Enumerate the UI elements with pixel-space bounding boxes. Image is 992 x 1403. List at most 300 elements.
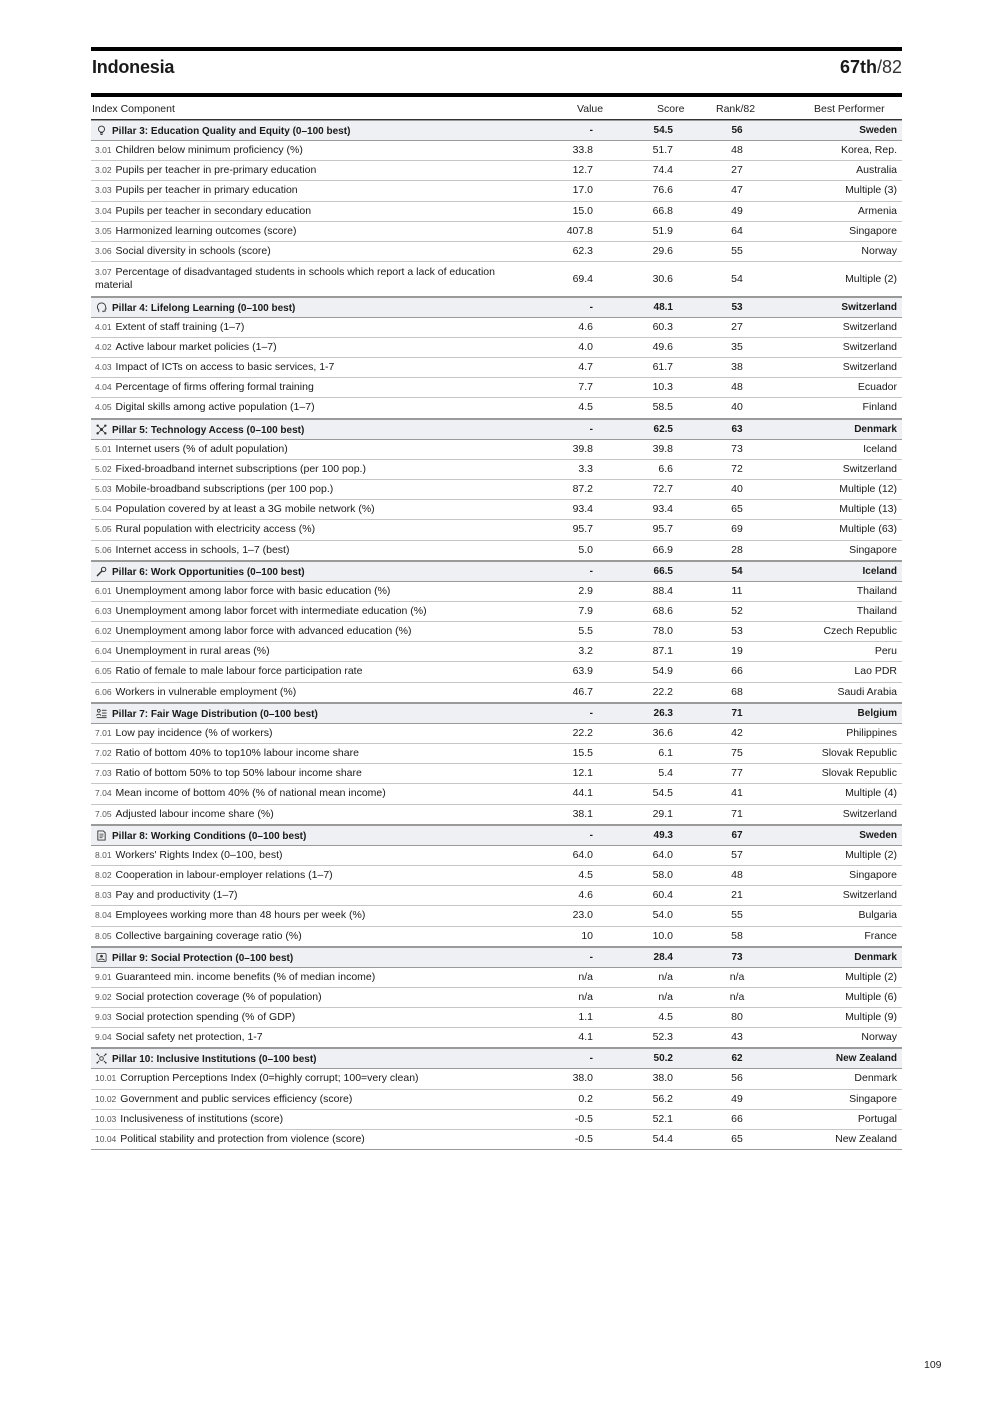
rank-cell: 21 — [731, 889, 743, 902]
score-cell: 56.2 — [652, 1092, 673, 1105]
indicator-row — [91, 784, 902, 804]
pillar-name: Pillar 6: Work Opportunities (0–100 best) — [112, 566, 305, 578]
indicator-name: Inclusiveness of institutions (score) — [120, 1112, 284, 1125]
indicator-code: 6.06 — [95, 686, 112, 697]
indicator-code: 5.06 — [95, 544, 112, 555]
score-cell: 88.4 — [652, 584, 673, 597]
indicator-code: 9.03 — [95, 1012, 112, 1023]
indicator-row — [91, 141, 902, 161]
indicator-row — [91, 906, 902, 926]
indicator-name: Mobile-broadband subscriptions (per 100 pop.) — [115, 482, 334, 495]
score-cell: 74.4 — [652, 164, 673, 177]
indicator-label — [95, 930, 495, 943]
indicator-row — [91, 460, 902, 480]
value-cell: 44.1 — [572, 787, 593, 800]
best-performer-cell: Norway — [861, 1031, 897, 1044]
indicator-label — [95, 808, 495, 821]
score-cell: 5.4 — [658, 767, 673, 780]
best-performer-cell: Thailand — [856, 584, 897, 597]
best-performer-cell: Multiple (13) — [839, 503, 897, 516]
indicator-label — [95, 483, 495, 496]
best-performer-cell: Bulgaria — [858, 909, 897, 922]
best-performer-cell: Multiple (2) — [845, 970, 897, 983]
indicator-name: Fixed-broadband internet subscriptions (per 100 pop.) — [115, 462, 366, 475]
overall-rank — [840, 57, 902, 78]
score-cell: 54.4 — [652, 1133, 673, 1145]
indicator-name: Impact of ICTs on access to basic services, 1-7 — [115, 361, 335, 373]
value-cell: 95.7 — [572, 523, 593, 536]
indicator-row — [91, 805, 902, 825]
indicator-name: Pupils per teacher in primary education — [115, 184, 298, 197]
rank-cell: 73 — [731, 442, 743, 455]
profile-header — [91, 51, 902, 91]
pillar-label — [96, 125, 496, 138]
rank-cell: 54 — [731, 273, 743, 286]
indicator-code: 5.05 — [95, 524, 112, 535]
indicator-name: Active labour market policies (1–7) — [115, 340, 277, 353]
rank-cell: 28 — [731, 543, 743, 556]
indicator-row — [91, 520, 902, 540]
rank-cell: 65 — [731, 503, 743, 516]
indicator-code: 8.02 — [95, 869, 112, 880]
rank-cell: 67 — [731, 829, 743, 841]
rank-cell: 48 — [731, 381, 743, 394]
value-cell: 7.9 — [578, 604, 593, 617]
indicator-name: Population covered by at least a 3G mobile network (%) — [115, 503, 375, 516]
value-cell: 2.9 — [578, 584, 593, 597]
score-cell: 61.7 — [652, 361, 673, 373]
value-cell: - — [589, 125, 593, 136]
score-cell: 4.5 — [658, 1011, 673, 1024]
rank-cell: n/a — [729, 970, 745, 983]
score-cell: 60.3 — [652, 320, 673, 333]
indicator-code: 7.01 — [95, 727, 112, 738]
rank-cell: 40 — [731, 482, 743, 495]
indicator-label — [95, 523, 495, 536]
wrench-icon — [96, 566, 107, 577]
value-cell: - — [589, 829, 593, 841]
indicator-code: 5.02 — [95, 463, 112, 474]
indicator-label — [95, 1031, 495, 1044]
score-cell: n/a — [658, 990, 673, 1003]
best-performer-cell: Multiple (2) — [845, 848, 897, 861]
best-performer-cell: Portugal — [857, 1112, 897, 1125]
indicator-label — [95, 544, 495, 557]
indicator-label — [95, 184, 495, 197]
indicator-label — [95, 686, 495, 699]
value-cell: 5.5 — [578, 625, 593, 638]
rank-cell: 40 — [731, 401, 743, 414]
score-cell: 29.1 — [652, 807, 673, 820]
indicator-code: 4.01 — [95, 321, 112, 332]
indicator-code: 6.01 — [95, 585, 112, 596]
indicator-label — [95, 971, 495, 984]
score-cell: 30.6 — [652, 273, 673, 286]
indicator-row — [91, 358, 902, 378]
rank-cell: 63 — [731, 423, 743, 435]
indicator-row — [91, 744, 902, 764]
indicator-code: 10.02 — [95, 1093, 117, 1104]
score-cell: 10.0 — [652, 929, 673, 942]
pillar-name: Pillar 3: Education Quality and Equity (0–100 best) — [112, 126, 351, 137]
indicator-label — [95, 401, 495, 414]
indicator-row — [91, 662, 902, 682]
score-cell: 38.0 — [652, 1072, 673, 1085]
score-cell: 36.6 — [652, 726, 673, 739]
rank-cell: 27 — [731, 164, 743, 177]
indicator-name: Unemployment in rural areas (%) — [115, 645, 270, 658]
indicator-code: 3.05 — [95, 225, 112, 236]
score-cell: 72.7 — [652, 482, 673, 495]
best-performer-cell: Multiple (3) — [845, 184, 897, 197]
indicator-label — [95, 1093, 495, 1106]
indicator-label — [95, 1011, 495, 1024]
indicator-label — [95, 245, 495, 258]
value-cell: 10 — [581, 929, 593, 942]
indicator-label — [95, 341, 495, 354]
indicator-name: Pupils per teacher in pre-primary education — [115, 164, 317, 177]
indicator-code: 7.03 — [95, 768, 112, 779]
value-cell: 15.5 — [572, 747, 593, 759]
rank-cell: 64 — [731, 224, 743, 237]
indicator-label — [95, 727, 495, 740]
indicator-name: Adjusted labour income share (%) — [115, 807, 274, 820]
indicator-name: Social protection spending (% of GDP) — [115, 1011, 296, 1024]
best-performer-cell: Lao PDR — [854, 665, 897, 678]
indicator-label — [95, 787, 495, 800]
rank-cell: 53 — [731, 625, 743, 638]
indicator-code: 4.04 — [95, 382, 112, 393]
indicator-row — [91, 886, 902, 906]
rank-cell: 27 — [731, 320, 743, 333]
indicator-row — [91, 988, 902, 1008]
rank-cell: 43 — [731, 1031, 743, 1044]
indicator-code: 4.05 — [95, 402, 112, 413]
indicator-code: 6.03 — [95, 605, 112, 616]
indicator-code: 9.04 — [95, 1032, 112, 1043]
best-performer-cell: Slovak Republic — [821, 747, 897, 759]
rank-cell: 48 — [731, 144, 743, 156]
indicator-code: 7.02 — [95, 748, 112, 758]
rank-cell: 49 — [731, 204, 743, 217]
rank-cell: 11 — [731, 584, 743, 597]
value-cell: -0.5 — [574, 1133, 593, 1145]
indicator-name: Unemployment among labor forcet with intermediate education (%) — [115, 604, 427, 617]
best-performer-cell: Czech Republic — [823, 625, 897, 638]
best-performer-cell: Denmark — [854, 423, 897, 435]
pillar-name: Pillar 9: Social Protection (0–100 best) — [112, 952, 294, 964]
indicator-name: Political stability and protection from violence (score) — [120, 1133, 365, 1145]
best-performer-cell: Multiple (2) — [845, 273, 897, 286]
best-performer-cell: Armenia — [857, 204, 897, 217]
indicator-label — [95, 321, 495, 334]
score-cell: 39.8 — [652, 442, 673, 455]
score-cell: 64.0 — [652, 848, 673, 861]
score-cell: 29.6 — [652, 244, 673, 257]
score-cell: 54.9 — [652, 665, 673, 678]
rank-cell: 57 — [731, 848, 743, 861]
score-cell: 54.5 — [652, 787, 673, 800]
value-cell: 4.1 — [578, 1031, 593, 1044]
rank-cell: 55 — [731, 244, 743, 257]
value-cell: 87.2 — [572, 482, 593, 495]
indicator-label — [95, 443, 495, 456]
rank-cell: 62 — [731, 1053, 743, 1065]
indicator-label — [95, 605, 495, 618]
institution-icon — [96, 1053, 107, 1064]
pillar-label — [96, 830, 496, 843]
score-cell: 58.5 — [652, 401, 673, 414]
best-performer-cell: Singapore — [849, 868, 897, 881]
score-cell: 6.6 — [658, 462, 673, 475]
pillar-label — [96, 566, 496, 579]
pillar-row — [91, 419, 902, 440]
rank-cell: 49 — [731, 1092, 743, 1105]
value-cell: 4.6 — [578, 320, 593, 333]
pillar-row — [91, 297, 902, 318]
score-cell: 87.1 — [652, 645, 673, 658]
best-performer-cell: Sweden — [859, 829, 897, 841]
network-icon — [96, 424, 107, 435]
best-performer-cell: Switzerland — [842, 889, 897, 902]
indicator-name: Internet access in schools, 1–7 (best) — [115, 543, 290, 556]
indicator-name: Social safety net protection, 1-7 — [115, 1031, 263, 1044]
indicator-row — [91, 968, 902, 988]
rank-cell: 47 — [731, 184, 743, 197]
page-number: 109 — [924, 1359, 942, 1371]
indicator-row — [91, 440, 902, 460]
value-cell: 39.8 — [572, 442, 593, 455]
indicator-code: 5.03 — [95, 483, 112, 494]
score-cell: 68.6 — [652, 604, 673, 617]
best-performer-cell: Iceland — [862, 565, 897, 577]
indicator-row — [91, 1028, 902, 1048]
indicator-row — [91, 764, 902, 784]
head-icon — [96, 302, 107, 313]
best-performer-cell: Korea, Rep. — [840, 144, 897, 156]
rank-cell: 77 — [731, 767, 743, 780]
indicator-code: 6.05 — [95, 666, 112, 677]
score-cell: 78.0 — [652, 625, 673, 638]
indicator-label — [95, 645, 495, 658]
pillar-row — [91, 561, 902, 582]
pillar-row — [91, 947, 902, 968]
value-cell: 23.0 — [572, 909, 593, 922]
rank-cell: 52 — [731, 604, 743, 617]
indicator-code: 5.04 — [95, 504, 112, 515]
indicator-code: 3.03 — [95, 185, 112, 196]
best-performer-cell: Multiple (4) — [845, 787, 897, 800]
column-header-value: Value — [577, 103, 604, 115]
indicator-code: 8.03 — [95, 890, 112, 901]
rank-cell: 68 — [731, 685, 743, 698]
indicator-name: Social protection coverage (% of population) — [115, 990, 322, 1003]
indicator-name: Unemployment among labor force with advanced education (%) — [115, 625, 412, 638]
indicator-code: 4.02 — [95, 341, 112, 352]
score-cell: 93.4 — [652, 503, 673, 516]
indicator-name: Employees working more than 48 hours per week (%) — [115, 909, 366, 922]
score-cell: 66.5 — [653, 565, 673, 577]
indicator-row — [91, 1090, 902, 1110]
indicator-name: Collective bargaining coverage ratio (%) — [115, 929, 302, 942]
rank-cell: 41 — [731, 787, 743, 800]
value-cell: 63.9 — [572, 665, 593, 678]
indicator-label — [95, 225, 495, 238]
indicator-row — [91, 378, 902, 398]
indicator-name: Percentage of disadvantaged students in schools which report a lack of education material — [95, 266, 495, 292]
indicator-code: 3.04 — [95, 205, 112, 216]
value-cell: 0.2 — [578, 1092, 593, 1105]
indicator-code: 10.04 — [95, 1134, 117, 1144]
indicator-row — [91, 1008, 902, 1028]
value-cell: 4.6 — [578, 889, 593, 902]
rank-cell: 71 — [731, 807, 743, 820]
indicator-row — [91, 683, 902, 703]
indicator-row — [91, 927, 902, 947]
score-cell: 10.3 — [652, 381, 673, 394]
indicator-label — [95, 144, 495, 157]
value-cell: - — [589, 951, 593, 963]
indicator-row — [91, 1069, 902, 1089]
indicator-row — [91, 602, 902, 622]
rank-cell: 54 — [731, 565, 743, 577]
indicator-label — [95, 991, 495, 1004]
rank-cell: 38 — [731, 361, 743, 373]
indicator-name: Children below minimum proficiency (%) — [115, 144, 303, 156]
indicator-row — [91, 1130, 902, 1150]
people-icon — [96, 708, 107, 719]
indicator-name: Extent of staff training (1–7) — [115, 320, 245, 333]
value-cell: 407.8 — [566, 224, 593, 237]
rank-cell: 19 — [731, 645, 743, 658]
column-header-rank: Rank/82 — [716, 103, 756, 115]
best-performer-cell: Singapore — [849, 543, 897, 556]
best-performer-cell: Switzerland — [842, 340, 897, 353]
rank-cell: 56 — [731, 125, 743, 136]
overall-rank-of: /82 — [876, 57, 902, 77]
indicator-label — [95, 585, 495, 598]
rank-cell: 66 — [731, 1112, 743, 1125]
hands-icon — [96, 952, 107, 963]
indicator-name: Ratio of bottom 40% to top10% labour income share — [115, 747, 359, 759]
value-cell: 33.8 — [572, 144, 593, 156]
rank-cell: 65 — [731, 1133, 743, 1145]
indicator-label — [95, 361, 495, 374]
indicator-label — [95, 463, 495, 476]
value-cell: 62.3 — [572, 244, 593, 257]
score-cell: 66.8 — [652, 204, 673, 217]
rank-cell: 69 — [731, 523, 743, 536]
value-cell: 12.1 — [572, 767, 593, 780]
best-performer-cell: Belgium — [857, 707, 897, 719]
indicator-label — [95, 625, 495, 638]
pillar-row — [91, 703, 902, 724]
indicator-label — [95, 1133, 495, 1146]
best-performer-cell: Multiple (12) — [839, 482, 897, 495]
value-cell: 17.0 — [572, 184, 593, 197]
indicator-code: 3.02 — [95, 165, 112, 176]
best-performer-cell: New Zealand — [835, 1133, 897, 1145]
indicator-code: 5.01 — [95, 443, 112, 454]
pillar-name: Pillar 8: Working Conditions (0–100 best) — [112, 830, 307, 842]
indicator-code: 8.04 — [95, 910, 112, 921]
rank-cell: 80 — [731, 1011, 743, 1024]
indicator-label — [95, 767, 495, 780]
indicator-row — [91, 262, 902, 297]
score-cell: 60.4 — [652, 889, 673, 902]
score-cell: 26.3 — [653, 707, 673, 719]
rank-cell: 56 — [731, 1072, 743, 1085]
indicator-label — [95, 1113, 495, 1126]
indicator-label — [95, 665, 495, 678]
score-cell: 51.9 — [652, 224, 673, 237]
document-icon — [96, 830, 107, 841]
index-table — [91, 120, 902, 1150]
best-performer-cell: France — [864, 929, 897, 942]
pillar-row — [91, 120, 902, 141]
best-performer-cell: Peru — [874, 645, 897, 658]
indicator-code: 7.04 — [95, 788, 112, 799]
score-cell: 58.0 — [652, 868, 673, 881]
score-cell: 54.0 — [652, 909, 673, 922]
indicator-row — [91, 480, 902, 500]
indicator-code: 7.05 — [95, 808, 112, 819]
indicator-name: Social diversity in schools (score) — [115, 244, 271, 257]
score-cell: 48.1 — [653, 301, 673, 313]
indicator-row — [91, 866, 902, 886]
value-cell: 22.2 — [572, 726, 593, 739]
value-cell: - — [589, 1053, 593, 1065]
indicator-name: Harmonized learning outcomes (score) — [115, 224, 297, 237]
indicator-code: 9.01 — [95, 971, 112, 982]
indicator-label — [95, 849, 495, 862]
score-cell: 50.2 — [653, 1053, 673, 1065]
indicator-label — [95, 503, 495, 516]
indicator-label — [95, 889, 495, 902]
indicator-code: 3.07 — [95, 267, 112, 278]
value-cell: 64.0 — [572, 848, 593, 861]
value-cell: 4.5 — [578, 868, 593, 881]
best-performer-cell: Denmark — [854, 951, 897, 963]
indicator-row — [91, 338, 902, 358]
column-header-score: Score — [657, 103, 685, 115]
score-cell: 95.7 — [652, 523, 673, 536]
indicator-row — [91, 181, 902, 201]
value-cell: 12.7 — [572, 164, 593, 177]
country-name: Indonesia — [92, 57, 175, 77]
score-cell: n/a — [658, 970, 673, 983]
indicator-name: Digital skills among active population (1–7) — [115, 401, 315, 414]
pillar-label — [96, 424, 496, 437]
pillar-row — [91, 825, 902, 846]
rank-cell: 72 — [731, 462, 743, 475]
best-performer-cell: Multiple (63) — [839, 523, 897, 536]
best-performer-cell: Switzerland — [842, 320, 897, 333]
score-cell: 49.3 — [653, 829, 673, 841]
value-cell: - — [589, 565, 593, 577]
indicator-label — [95, 1072, 495, 1085]
indicator-name: Workers' Rights Index (0–100, best) — [115, 848, 283, 861]
best-performer-cell: Switzerland — [842, 807, 897, 820]
indicator-name: Government and public services efficiency (score) — [120, 1092, 353, 1105]
rank-cell: n/a — [729, 990, 745, 1003]
indicator-code: 10.03 — [95, 1113, 117, 1124]
rank-cell: 42 — [731, 726, 743, 739]
value-cell: 3.3 — [578, 462, 593, 475]
best-performer-cell: Finland — [862, 401, 897, 414]
score-cell: 52.1 — [652, 1112, 673, 1125]
score-cell: 22.2 — [652, 685, 673, 698]
